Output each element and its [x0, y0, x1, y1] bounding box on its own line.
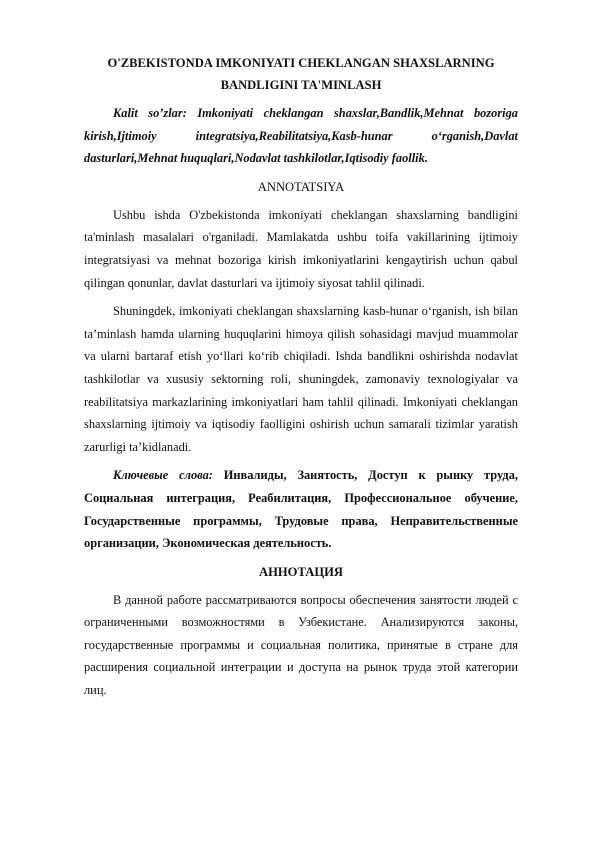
- keywords-uz-label: Kalit so’zlar:: [113, 106, 187, 120]
- keywords-ru: [84, 464, 518, 554]
- title-line-1: O'ZBEKISTONDA IMKONIYATI CHEKLANGAN SHAXSLARNING: [107, 56, 495, 70]
- keywords-ru-label: Ключевые слова:: [113, 468, 213, 483]
- document-page: [84, 52, 518, 708]
- annotation-uz-heading: ANNOTATSIYA: [257, 179, 345, 194]
- title-line-2: BANDLIGINI TA'MINLASH: [220, 78, 382, 92]
- keywords-uz: [84, 102, 518, 170]
- annotation-ru-paragraph-1: В данной работе рассматриваются вопросы обеспечения занятости людей с ограниченными возможностями в Узбекистане. Анализируются законы, государственные программы и социальная политика, принятые в стране для расширения социальной интеграции и доступа на рынок труда этой категории лиц.: [84, 592, 518, 698]
- keywords-ru-text: Инвалиды, Занятость, Доступ к рынку труда, Социальная интеграция, Реабилитация, Профессиональное обучение, Государственные программы, Трудовые права, Неправительственные организации, Экономическая деятельность.: [84, 468, 518, 551]
- document-title: [84, 52, 518, 96]
- annotation-ru-heading: АННОТАЦИЯ: [258, 564, 344, 579]
- annotation-uz-paragraph-2: Shuningdek, imkoniyati cheklangan shaxslarning kasb-hunar o‘rganish, ish bilan ta’minlash hamda ularning huquqlarini himoya qilish sohasidagi mavjud muammolar va ularni bartaraf etish yo‘llari ko‘rib chiqiladi. Ishda bandlikni oshirishda nodavlat tashkilotlar va xususiy sektorning roli, shuningdek, zamonaviy texnologiyalar va reabilitatsiya markazlarining imkoniyatlari ham tahlil qilinadi. Imkoniyati cheklangan shaxslarning ijtimoiy va iqtisodiy faolligini oshirish uchun samarali tizimlar yaratish zarurligi ta’kidlanadi.: [84, 304, 518, 454]
- annotation-uz-paragraph-1: Ushbu ishda O'zbekistonda imkoniyati cheklangan shaxslarning bandligini ta'minlash masalalari o'rganiladi. Mamlakatda ushbu toifa vakillarining ijtimoiy integratsiyasi va mehnat bozoriga kirish imkoniyatlarini kengaytirish uchun qabul qilingan qonunlar, davlat dasturlari va ijtimoiy siyosat tahlil qilinadi.: [84, 207, 518, 290]
- keywords-uz-text: Imkoniyati cheklangan shaxslar,Bandlik,Mehnat bozoriga kirish,Ijtimoiy integratsiya,Reabilitatsiya,Kasb-hunar o‘rganish,Davlat dasturlari,Mehnat huquqlari,Nodavlat tashkilotlar,Iqtisodiy faollik.: [84, 106, 519, 166]
